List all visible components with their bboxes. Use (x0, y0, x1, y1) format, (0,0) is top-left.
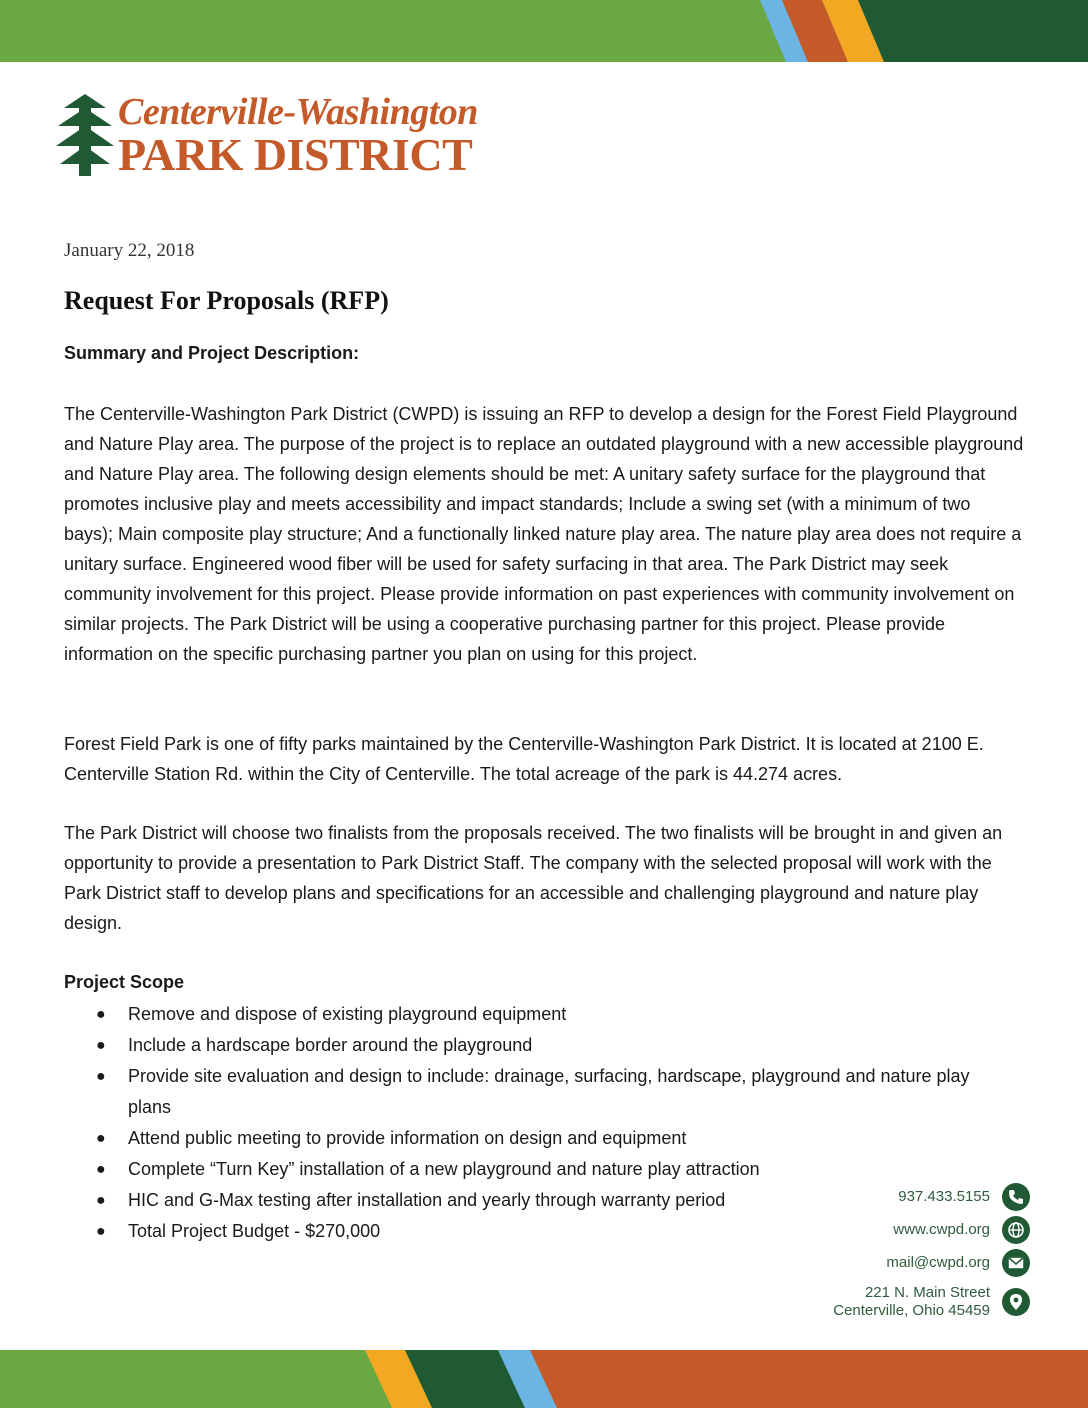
document-date: January 22, 2018 (64, 240, 195, 261)
bullet-icon: ● (96, 1192, 106, 1209)
bullet-icon: ● (96, 1068, 106, 1085)
scope-item (64, 1123, 1024, 1154)
scope-item (64, 1061, 998, 1123)
contact-phone-row (898, 1183, 1030, 1211)
contact-address (833, 1284, 990, 1320)
contact-phone[interactable]: 937.433.5155 (898, 1188, 990, 1205)
location-paragraph: Forest Field Park is one of fifty parks maintained by the Centerville-Washington Park District. It is located at 2100 E. Centerville Station Rd. within the City of Centerville. The total acreage of the park is 44.274 acres. (64, 734, 984, 784)
header-color-band (0, 0, 1088, 62)
address-line-1: 221 N. Main Street (864, 1284, 990, 1301)
contact-email[interactable]: mail@cwpd.org (886, 1254, 990, 1271)
scope-item (64, 1030, 1024, 1061)
globe-icon (1002, 1216, 1030, 1244)
logo-name-line2: PARK DISTRICT (118, 129, 473, 180)
contact-website[interactable]: www.cwpd.org (893, 1221, 990, 1238)
scope-item-text: HIC and G-Max testing after installation and yearly through warranty period (128, 1190, 726, 1210)
scope-heading: Project Scope (64, 972, 185, 992)
mail-icon (1002, 1249, 1030, 1277)
logo-name-line1: Centerville-Washington (118, 91, 478, 133)
scope-item (64, 999, 1024, 1030)
bullet-icon: ● (96, 1130, 106, 1147)
footer-color-band (0, 1350, 1088, 1408)
park-district-logo (56, 90, 526, 182)
bullet-icon: ● (96, 1006, 106, 1023)
scope-item-text: Complete “Turn Key” installation of a new playground and nature play attraction (128, 1159, 760, 1179)
scope-item-text: Attend public meeting to provide information on design and equipment (128, 1128, 687, 1148)
address-line-2: Centerville, Ohio 45459 (833, 1302, 990, 1319)
scope-item-text: Provide site evaluation and design to include: drainage, surfacing, hardscape, playground and nature play plans (128, 1066, 970, 1117)
phone-icon (1002, 1183, 1030, 1211)
contact-block (780, 1183, 1030, 1323)
bullet-icon: ● (96, 1161, 106, 1178)
pine-tree-icon (56, 94, 114, 176)
contact-email-row (886, 1249, 1030, 1277)
document-title: Request For Proposals (RFP) (64, 286, 389, 315)
location-pin-icon (1002, 1288, 1030, 1316)
description-paragraph: The Centerville-Washington Park District (CWPD) is issuing an RFP to develop a design for the Forest Field Playground and Nature Play area. The purpose of the project is to replace an outdated playground with a new accessible playground and Nature Play area. The following design elements should be met: A unitary safety surface for the playground that promotes inclusive play and meets accessibility and impact standards; Include a swing set (with a minimum of two bays); Main composite play structure; And a functionally linked nature play area. The nature play area does not require a unitary surface. Engineered wood fiber will be used for safety surfacing in that area. The Park District may seek community involvement for this project. Please provide information on past experiences with community involvement on similar projects. The Park District will be using a cooperative purchasing partner for this project. Please provide information on the specific purchasing partner you plan on using for this project. (64, 404, 1024, 664)
scope-item-text: Total Project Budget - $270,000 (128, 1221, 381, 1241)
contact-website-row (893, 1216, 1030, 1244)
scope-item-text: Include a hardscape border around the playground (128, 1035, 533, 1055)
bullet-icon: ● (96, 1223, 106, 1240)
summary-heading: Summary and Project Description: (64, 343, 360, 363)
scope-item-text: Remove and dispose of existing playground equipment (128, 1004, 567, 1024)
selection-paragraph: The Park District will choose two finalists from the proposals received. The two finalists will be brought in and given an opportunity to provide a presentation to Park District Staff. The company with the selected proposal will work with the Park District staff to develop plans and specifications for an accessible and challenging playground and nature play design. (64, 823, 1003, 933)
contact-address-row (833, 1284, 1030, 1320)
scope-item (64, 1154, 1024, 1185)
bullet-icon: ● (96, 1037, 106, 1054)
